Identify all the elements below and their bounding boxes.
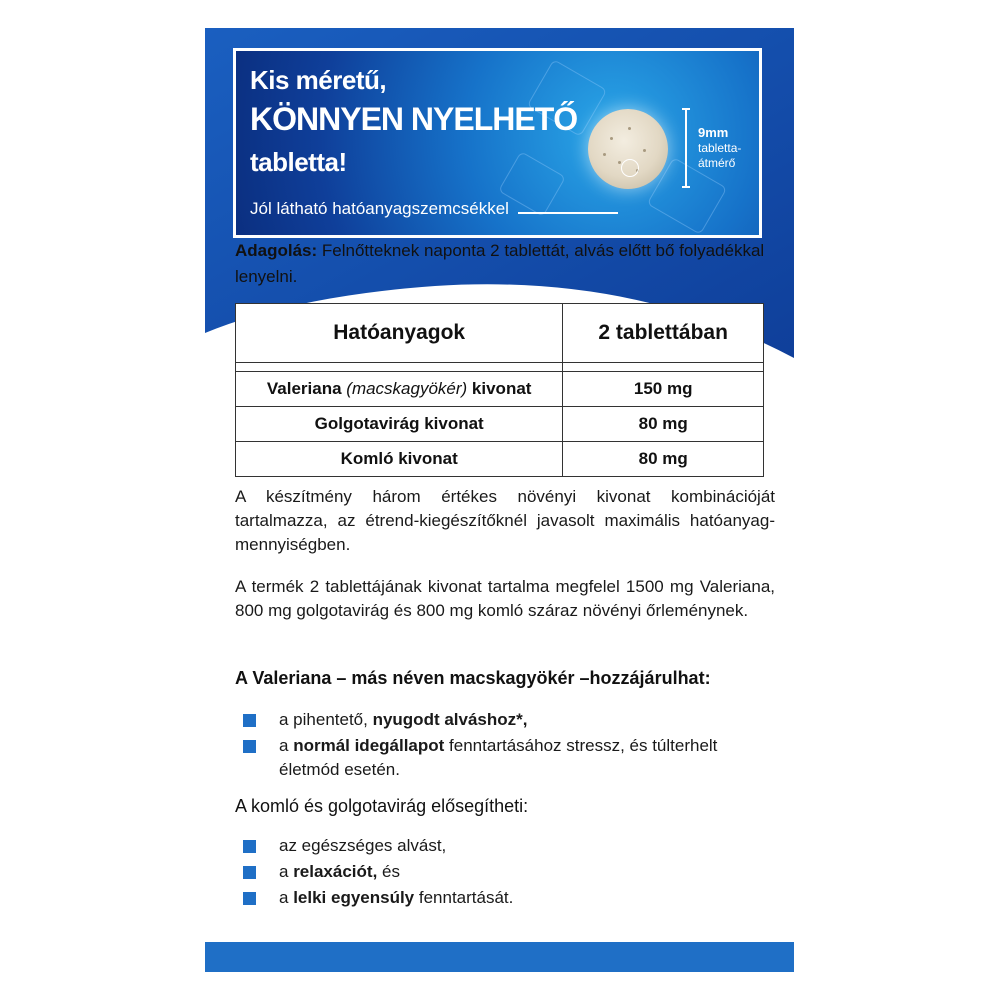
- table-header-amount: 2 tablettában: [563, 304, 764, 363]
- valeriana-heading: A Valeriana – más néven macskagyökér –hozzájárulhat:: [235, 668, 711, 688]
- description-paragraph-2: A termék 2 tablettájának kivonat tartalma megfelel 1500 mg Valeriana, 800 mg golgotavirág és 800 mg komló száraz növényi őrleménynek.: [235, 577, 775, 620]
- list-item: a normál idegállapot fenntartásához stressz, és túlterhelt életmód esetén.: [243, 734, 763, 782]
- diameter-value: 9mm: [698, 125, 729, 140]
- table-header-row: [236, 304, 764, 363]
- table-header-ingredients: Hatóanyagok: [236, 304, 563, 363]
- blue-square-bullet-icon: [243, 740, 256, 753]
- table-row: [236, 372, 764, 407]
- ingredient-name: Golgotavirág kivonat: [236, 407, 563, 442]
- granule-highlight-circle: [621, 159, 639, 177]
- table-row: [236, 442, 764, 477]
- blue-square-bullet-icon: [243, 714, 256, 727]
- ingredient-amount: 150 mg: [563, 372, 764, 407]
- ingredients-table: [235, 303, 764, 477]
- diameter-measure-icon: [682, 108, 690, 188]
- tablet-banner: [233, 48, 762, 238]
- dosage-text: [235, 238, 775, 290]
- description-paragraph-1: A készítmény három értékes növényi kivonat kombinációját tartalmazza, az étrend-kiegészítőknél javasolt maximális hatóanyag-mennyiségben.: [235, 487, 775, 554]
- komlo-heading: A komló és golgotavirág elősegítheti:: [235, 796, 529, 816]
- list-item: az egészséges alvást,: [243, 834, 763, 858]
- komlo-benefits-list: [243, 834, 763, 912]
- blue-square-bullet-icon: [243, 892, 256, 905]
- blue-square-bullet-icon: [243, 866, 256, 879]
- product-info-panel: [205, 28, 794, 972]
- list-item: a pihentető, nyugodt alváshoz*,: [243, 708, 763, 732]
- banner-line-2: KÖNNYEN NYELHETŐ: [250, 101, 578, 137]
- valeriana-benefits-list: [243, 708, 763, 784]
- diameter-label: [698, 141, 768, 171]
- diameter-label-line-1: tabletta-: [698, 141, 742, 155]
- banner-line-1: Kis méretű,: [250, 65, 387, 95]
- dosage-label: Adagolás:: [235, 241, 318, 260]
- diameter-label-line-2: átmérő: [698, 156, 736, 170]
- tablet-image: [588, 109, 668, 189]
- banner-caption: Jól látható hatóanyagszemcsékkel: [250, 199, 509, 218]
- caption-leader-line: [518, 212, 618, 214]
- list-item: a lelki egyensúly fenntartását.: [243, 886, 763, 910]
- footer-blue-bar: [205, 942, 794, 972]
- blue-square-bullet-icon: [243, 840, 256, 853]
- ingredient-amount: 80 mg: [563, 442, 764, 477]
- table-row: [236, 407, 764, 442]
- ingredient-name: Komló kivonat: [236, 442, 563, 477]
- ingredient-name: Valeriana (macskagyökér) kivonat: [236, 372, 563, 407]
- list-item: a relaxációt, és: [243, 860, 763, 884]
- dosage-instructions: Felnőtteknek naponta 2 tablettát, alvás előtt bő folyadékkal lenyelni.: [235, 241, 765, 286]
- table-spacer-row: [236, 363, 764, 372]
- ingredient-amount: 80 mg: [563, 407, 764, 442]
- banner-line-3: tabletta!: [250, 147, 347, 177]
